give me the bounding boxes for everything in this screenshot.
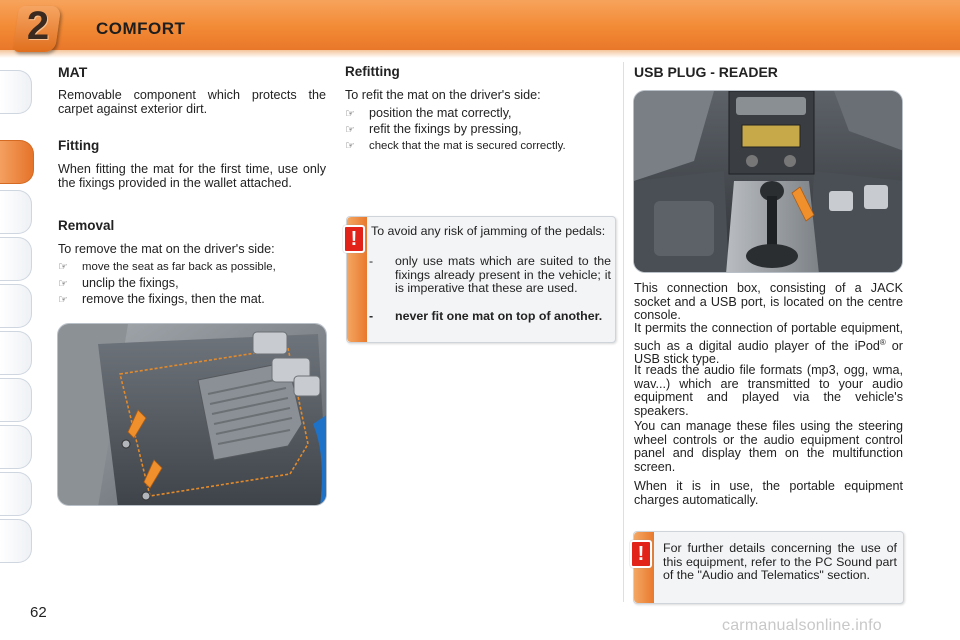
refitting-step-1 (345, 106, 512, 121)
refitting-step-text: check that the mat is secured correctly. (369, 140, 566, 152)
removal-step-2 (58, 276, 179, 291)
usb-paragraph-4: You can manage these files using the steering wheel controls or the audio equipment control panel and display them on the multifunction screen. (634, 419, 903, 474)
fitting-text: When fitting the mat for the first time, use only the fixings provided in the wallet attached. (58, 162, 326, 190)
exclamation-warning-icon: ! (630, 540, 652, 568)
console-photo-drawing (634, 91, 903, 273)
chapter-number: 2 (26, 4, 50, 48)
pointing-finger-icon: ☞ (58, 278, 68, 290)
usb-paragraph-2-text: It permits the connection of portable equipment, such as a digital audio player of the iPod (634, 321, 903, 353)
warning-box-mat (346, 216, 616, 343)
page-number: 62 (30, 604, 47, 621)
pointing-finger-icon: ☞ (58, 261, 68, 273)
refitting-step-2 (345, 122, 522, 137)
usb-paragraph-1: This connection box, consisting of a JACK socket and a USB port, is located on the centre console. (634, 281, 903, 322)
pointing-finger-icon: ☞ (345, 124, 355, 136)
pointing-finger-icon: ☞ (58, 294, 68, 306)
mat-title: MAT (58, 64, 88, 80)
chapter-tab-10[interactable] (0, 519, 32, 563)
refitting-step-3 (345, 139, 566, 153)
chapter-tab-8[interactable] (0, 425, 32, 469)
warning-mat-dash-2: - (369, 309, 374, 323)
chapter-tab-4[interactable] (0, 237, 32, 281)
refitting-step-text: position the mat correctly, (369, 106, 512, 120)
chapter-tabs (0, 70, 34, 575)
usb-paragraph-2-end: or USB stick type. (634, 338, 903, 367)
chapter-tab-9[interactable] (0, 472, 32, 516)
warning-box-usb (633, 531, 904, 604)
removal-step-text: remove the fixings, then the mat. (82, 292, 265, 306)
warning-mat-dash-1: - (369, 254, 374, 268)
header-fade (0, 50, 960, 58)
warning-usb-text: For further details concerning the use of this equipment, refer to the PC Sound part of the "Audio and Telematics" section. (663, 541, 897, 582)
chapter-tab-5[interactable] (0, 284, 32, 328)
pointing-finger-icon: ☞ (345, 140, 355, 152)
chapter-tab-2-active[interactable] (0, 140, 34, 184)
mat-intro: Removable component which protects the carpet against exterior dirt. (58, 88, 326, 116)
refitting-intro: To refit the mat on the driver's side: (345, 88, 541, 102)
watermark: carmanualsonline.info (722, 617, 882, 634)
fitting-title: Fitting (58, 138, 100, 153)
exclamation-warning-icon: ! (343, 225, 365, 253)
removal-title: Removal (58, 218, 115, 233)
mat-photo-drawing (58, 324, 327, 506)
chapter-title: COMFORT (96, 19, 186, 38)
removal-step-text: move the seat as far back as possible, (82, 261, 276, 273)
warning-mat-item-1: only use mats which are suited to the fixings already present in the vehicle; it is imperative that these are used. (395, 254, 611, 295)
removal-intro: To remove the mat on the driver's side: (58, 242, 275, 256)
removal-step-text: unclip the fixings, (82, 276, 179, 290)
mat-illustration (57, 323, 327, 506)
chapter-tab-3[interactable] (0, 190, 32, 234)
column-divider (623, 62, 624, 602)
usb-paragraph-2 (634, 322, 903, 367)
removal-step-3 (58, 292, 265, 307)
chapter-tab-6[interactable] (0, 331, 32, 375)
warning-mat-intro: To avoid any risk of jamming of the pedals: (371, 224, 606, 238)
usb-title: USB PLUG - READER (634, 64, 778, 80)
pointing-finger-icon: ☞ (345, 108, 355, 120)
chapter-tab-7[interactable] (0, 378, 32, 422)
usb-paragraph-5: When it is in use, the portable equipment charges automatically. (634, 479, 903, 507)
removal-step-1 (58, 260, 276, 274)
chapter-tab-1[interactable] (0, 70, 32, 114)
warning-mat-item-2: never fit one mat on top of another. (395, 309, 603, 323)
refitting-step-text: refit the fixings by pressing, (369, 122, 522, 136)
usb-paragraph-3: It reads the audio file formats (mp3, ogg, wma, wav...) which are transmitted to your audio equipment and played via the vehicle's speakers. (634, 363, 903, 418)
registered-mark: ® (879, 337, 886, 347)
refitting-title: Refitting (345, 64, 400, 79)
usb-illustration (633, 90, 903, 273)
